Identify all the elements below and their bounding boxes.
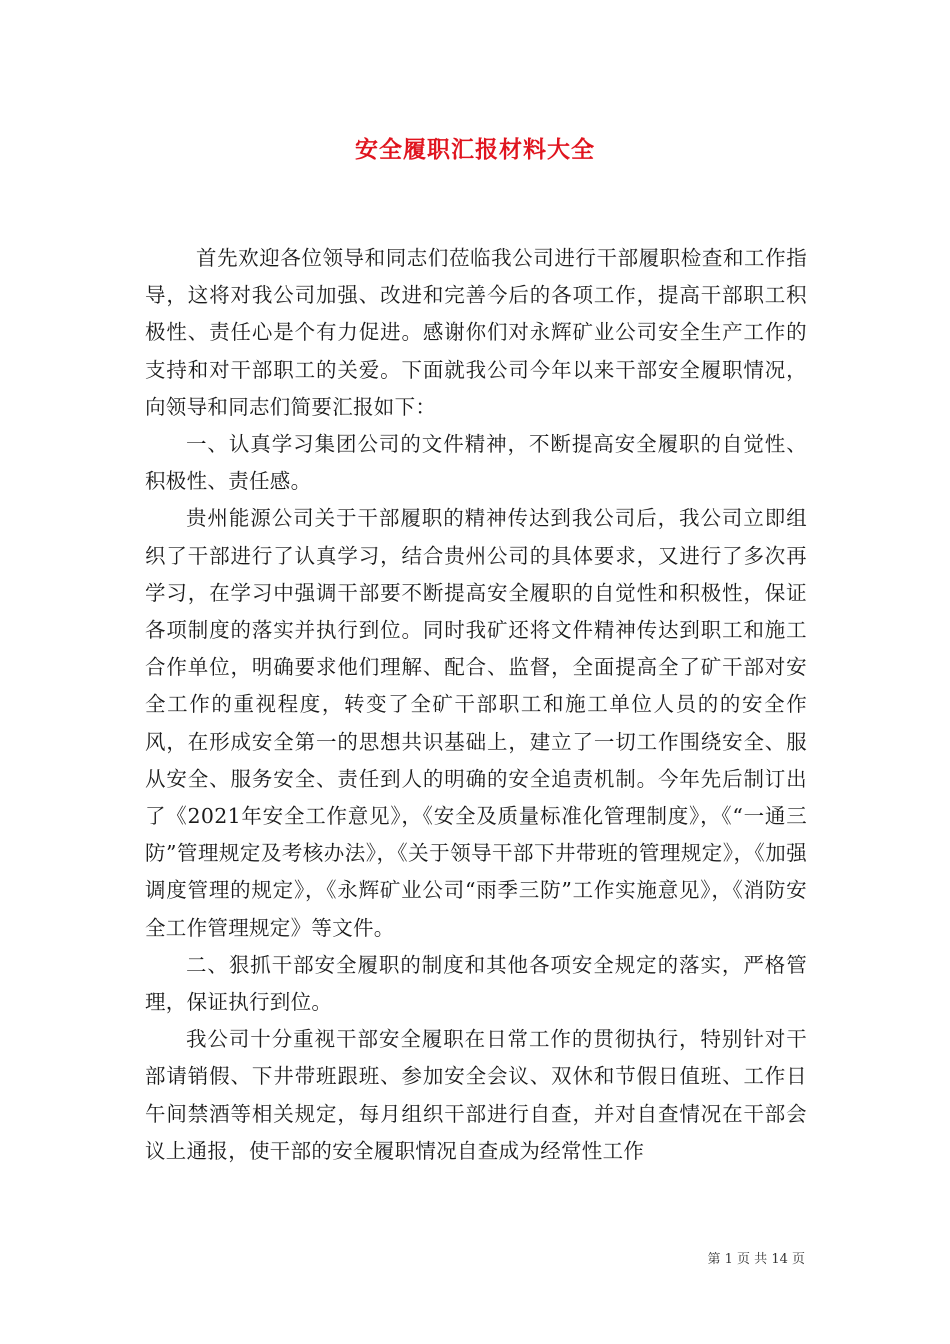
page-number: 第 1 页 共 14 页 xyxy=(707,1252,805,1267)
paragraph-section-2-body: 我公司十分重视干部安全履职在日常工作的贯彻执行，特别针对干部请销假、下井带班跟班、参加安全会议、双休和节假日值班、工作日午间禁酒等相关规定，每月组织干部进行自查，并对自查情况在干部会议上通报，使干部的安全履职情况自查成为经常性工作 xyxy=(145,1027,807,1163)
paragraph-intro: 首先欢迎各位领导和同志们莅临我公司进行干部履职检查和工作指导，这将对我公司加强、改进和完善今后的各项工作，提高干部职工积极性、责任心是个有力促进。感谢你们对永辉矿业公司安全生产工作的支持和对干部职工的关爱。下面就我公司今年以来干部安全履职情况，向领导和同志们简要汇报如下： xyxy=(145,246,807,419)
paragraph-section-1-heading: 一、认真学习集团公司的文件精神，不断提高安全履职的自觉性、积极性、责任感。 xyxy=(145,432,807,494)
document-title: 安全履职汇报材料大全 xyxy=(355,136,595,163)
document-body xyxy=(145,240,807,1170)
paragraph-section-2-heading: 二、狠抓干部安全履职的制度和其他各项安全规定的落实，严格管理，保证执行到位。 xyxy=(145,952,807,1015)
paragraph-section-1-body: 贵州能源公司关于干部履职的精神传达到我公司后，我公司立即组织了干部进行了认真学习，结合贵州公司的具体要求，又进行了多次再学习，在学习中强调干部要不断提高安全履职的自觉性和积极性，保证各项制度的落实并执行到位。同时我矿还将文件精神传达到职工和施工合作单位，明确要求他们理解、配合、监督，全面提高全了矿干部对安全工作的重视程度，转变了全矿干部职工和施工单位人员的的安全作风，在形成安全第一的思想共识基础上，建立了一切工作围绕安全、服从安全、服务安全、责任到人的明确的安全追责机制。今年先后制订出了《2021年安全工作意见》，《安全及质量标准化管理制度》，《“一通三防”管理规定及考核办法》，《关于领导干部下井带班的管理规定》，《加强调度管理的规定》，《永辉矿业公司“雨季三防”工作实施意见》，《消防安全工作管理规定》等文件。 xyxy=(145,506,807,940)
